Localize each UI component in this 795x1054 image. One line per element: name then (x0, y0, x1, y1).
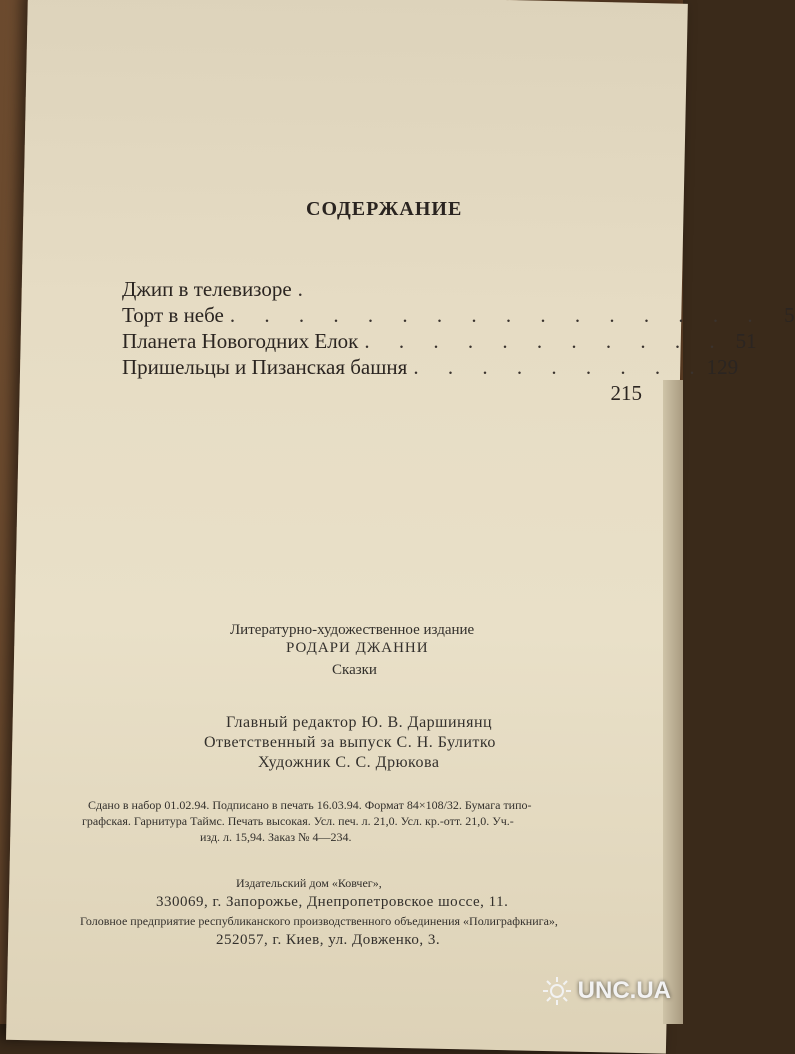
toc-entry (122, 302, 795, 328)
toc-leader: . . . . . . . . . . . . . . . . (229, 303, 765, 327)
print-specs-line: Сдано в набор 01.02.94. Подписано в печать 16.03.94. Формат 84×108/32. Бумага типо- (88, 798, 532, 812)
responsible-editor: Ответственный за выпуск С. Н. Булитко (204, 734, 496, 751)
chief-editor: Главный редактор Ю. В. Даршинянц (226, 714, 493, 731)
toc-entry (122, 354, 739, 380)
toc-leader: . . . . . . . . . . . (364, 329, 727, 353)
toc-leader: . . . . . . . . . (413, 355, 707, 379)
toc-entry-title: Пришельцы и Пизанская башня (122, 355, 408, 379)
toc-entry-page (612, 276, 642, 302)
contents-heading: СОДЕРЖАНИЕ (306, 198, 463, 220)
toc-entry (122, 276, 642, 302)
edition-type: Литературно-художественное издание (230, 622, 475, 638)
toc-entry-page: 5 (784, 303, 795, 327)
toc-leader (122, 380, 611, 406)
print-specs-line: графская. Гарнитура Таймс. Печать высокая. Усл. печ. л. 21,0. Усл. кр.-отт. 21,0. Уч.- (82, 814, 514, 828)
table-of-contents (122, 276, 795, 406)
genre: Сказки (332, 662, 377, 678)
facing-page-edge (663, 380, 683, 1024)
toc-entry-title: Торт в небе (122, 303, 224, 327)
toc-entry (122, 380, 642, 406)
print-specs-line: изд. л. 15,94. Заказ № 4—234. (200, 830, 352, 844)
toc-entry-page: 51 (735, 329, 757, 353)
sun-logo-icon (542, 976, 572, 1006)
printer-address: 252057, г. Киев, ул. Довженко, 3. (216, 932, 441, 948)
author-name: РОДАРИ ДЖАННИ (286, 640, 429, 656)
toc-entry-title: Джип в телевизоре (122, 277, 292, 301)
watermark-text: UNC.UA (577, 977, 671, 1004)
toc-entry-page: 215 (610, 381, 642, 405)
toc-entry-title: Планета Новогодних Елок (122, 329, 359, 353)
toc-leader: . (297, 277, 315, 301)
watermark (542, 976, 671, 1006)
illustrator: Художник С. С. Дрюкова (258, 754, 440, 771)
publisher-address: 330069, г. Запорожье, Днепропетровское шоссе, 11. (156, 894, 509, 910)
toc-entry (122, 328, 757, 354)
publisher-name: Издательский дом «Ковчег», (236, 876, 382, 890)
toc-entry-page: 129 (706, 355, 739, 379)
printer-name: Головное предприятие республиканского производственного объединения «Полиграфкнига», (80, 914, 558, 928)
